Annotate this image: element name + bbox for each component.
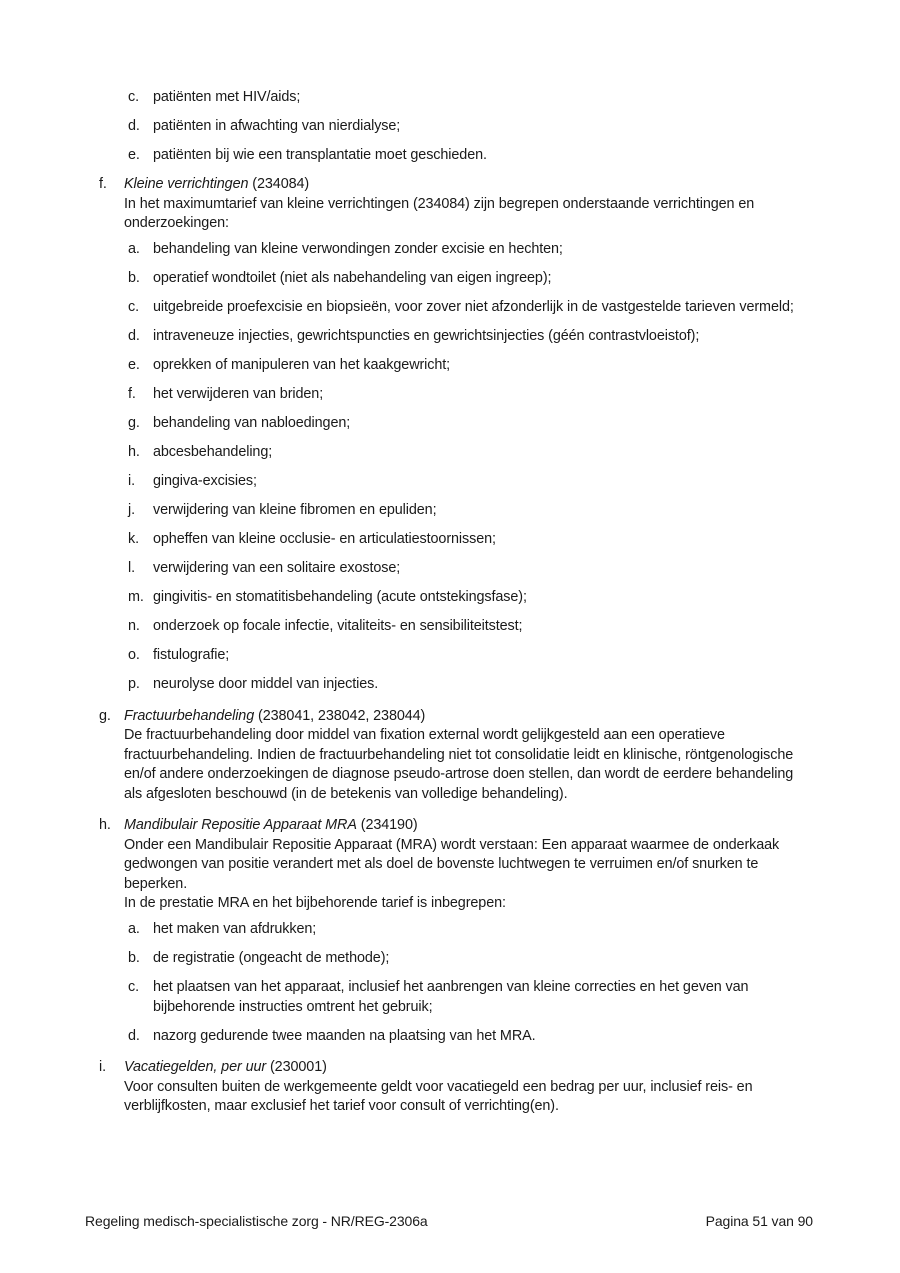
list-item-text: onderzoek op focale infectie, vitaliteits- en sensibiliteitstest; (153, 618, 523, 634)
list-item-text: gingiva-excisies; (153, 473, 257, 489)
list-item-marker: j. (128, 502, 135, 518)
list-item-marker: d. (128, 1027, 140, 1044)
section-paragraph: In de prestatie MRA en het bijbehorende tarief is inbegrepen: (124, 895, 506, 911)
list-item-marker: c. (128, 979, 139, 995)
section-marker: f. (99, 176, 107, 192)
list-item (124, 949, 815, 969)
section-paragraph: In het maximumtarief van kleine verrichtingen (234084) zijn begrepen onderstaande verrichtingen en onderzoekingen: (124, 195, 755, 231)
list-item-marker: k. (128, 531, 139, 547)
section-tariff-code: (230001) (269, 1059, 327, 1075)
list-item-marker: e. (128, 147, 140, 163)
list-item-text: verwijdering van een solitaire exostose; (153, 560, 401, 576)
sections (0, 175, 900, 1117)
list-item-text: uitgebreide proefexcisie en biopsieën, voor zover niet afzonderlijk in de vastgestelde tarieven vermeld; (153, 299, 794, 315)
list-item-text: patiënten met HIV/aids; (153, 89, 301, 105)
list-item-marker: e. (128, 357, 140, 373)
list-item-marker: g. (128, 415, 140, 431)
list-item (124, 298, 815, 318)
list-item-marker: h. (128, 444, 140, 460)
list-item (124, 327, 815, 347)
list-item-text: het verwijderen van briden; (153, 386, 324, 402)
section-i (0, 1058, 900, 1117)
list-item-marker: i. (128, 473, 135, 489)
list-item-text: behandeling van nabloedingen; (153, 415, 351, 431)
list-item-text: neurolyse door middel van injecties. (153, 676, 379, 692)
list-item (124, 559, 815, 579)
section-title: Fractuurbehandeling (124, 707, 255, 724)
section-marker: i. (99, 1059, 106, 1075)
list-item-text: verwijdering van kleine fibromen en epuliden; (153, 502, 437, 518)
list-item-marker: f. (128, 386, 136, 402)
list-item (124, 356, 815, 376)
list-item-marker: o. (128, 647, 140, 663)
list-item (124, 617, 815, 637)
section-tariff-code: (234190) (360, 817, 418, 833)
footer-page-number: Pagina 51 van 90 (705, 1213, 813, 1229)
list-item-marker: c. (128, 89, 139, 105)
section-sub-list (124, 920, 815, 1046)
section-tariff-code: (238041, 238042, 238044) (258, 707, 426, 724)
list-item-marker: d. (128, 118, 140, 134)
list-item (128, 117, 815, 137)
page-content (0, 88, 900, 1117)
list-item-text: patiënten bij wie een transplantatie moet geschieden. (153, 147, 487, 163)
list-item-marker: b. (128, 270, 140, 286)
list-item (124, 501, 815, 521)
section-f (0, 175, 900, 695)
list-item-marker: p. (128, 676, 140, 692)
section-paragraph: Voor consulten buiten de werkgemeente geldt voor vacatiegeld een bedrag per uur, inclusief reis- en verblijfkosten, maar exclusief het tarief voor consult of verrichting(en). (124, 1078, 753, 1114)
list-item-text: nazorg gedurende twee maanden na plaatsing van het MRA. (153, 1027, 536, 1044)
list-item-text: patiënten in afwachting van nierdialyse; (153, 118, 401, 134)
list-item (124, 530, 815, 550)
list-item (124, 978, 815, 1017)
list-item-text: intraveneuze injecties, gewrichtspuncties en gewrichtsinjecties (géén contrastvloeistof); (153, 328, 700, 344)
section-h (0, 816, 900, 1046)
section-heading (124, 816, 815, 836)
section-paragraph: Onder een Mandibulair Repositie Apparaat (MRA) wordt verstaan: Een apparaat waarmee de onderkaak gedwongen van positie verandert met als doel de bovenste luchtwegen te verruimen en/of snurken te beperken. (124, 836, 780, 892)
list-item-text: abcesbehandeling; (153, 444, 273, 460)
list-item-text: behandeling van kleine verwondingen zonder excisie en hechten; (153, 241, 563, 257)
section-title: Vacatiegelden, per uur (124, 1059, 267, 1075)
list-item (124, 1027, 815, 1047)
section-heading (124, 1058, 815, 1078)
section-paragraph: De fractuurbehandeling door middel van fixation external wordt gelijkgesteld aan een operatieve fractuurbehandeling. Indien de fractuurbehandeling niet tot consolidatie leidt en klinische, röntgenologische en/of andere onderzoekingen de diagnose pseudo-artrose doen stellen, dan wordt de eerdere behandeling als afgesloten beschouwd (in de betekenis van volledige behandeling). (124, 727, 794, 802)
section-tariff-code: (234084) (252, 176, 310, 192)
section-sub-list (124, 240, 815, 695)
list-item (124, 588, 815, 608)
list-item-marker: c. (128, 299, 139, 315)
section-title: Mandibulair Repositie Apparaat MRA (124, 817, 357, 833)
list-item (124, 240, 815, 260)
section-heading (124, 707, 815, 727)
list-item (124, 675, 815, 695)
section-marker: g. (99, 707, 111, 724)
list-item (124, 472, 815, 492)
list-item-text: de registratie (ongeacht de methode); (153, 950, 390, 966)
list-item (124, 443, 815, 463)
list-item (128, 88, 815, 108)
page-footer (85, 1213, 813, 1230)
list-item-text: operatief wondtoilet (niet als nabehandeling van eigen ingreep); (153, 270, 552, 286)
list-item (128, 146, 815, 166)
list-item (124, 646, 815, 666)
list-item-text: gingivitis- en stomatitisbehandeling (acute ontstekingsfase); (153, 589, 527, 605)
list-item-marker: d. (128, 328, 140, 344)
list-item-marker: b. (128, 950, 140, 966)
list-item (124, 269, 815, 289)
list-item (124, 385, 815, 405)
list-item-text: het plaatsen van het apparaat, inclusief het aanbrengen van kleine correcties en het geven van bijbehorende instructies omtrent het gebruik; (153, 979, 749, 1015)
list-item-text: opheffen van kleine occlusie- en articulatiestoornissen; (153, 531, 496, 547)
list-item (124, 920, 815, 940)
list-item-text: oprekken of manipuleren van het kaakgewricht; (153, 357, 451, 373)
section-marker: h. (99, 817, 111, 833)
list-item-marker: a. (128, 921, 140, 937)
section-heading (124, 175, 815, 195)
list-item-marker: n. (128, 618, 140, 634)
footer-document-reference: Regeling medisch-specialistische zorg - NR/REG-2306a (85, 1213, 428, 1229)
list-item-marker: m. (128, 589, 144, 605)
intro-list (0, 88, 900, 166)
section-g (0, 707, 900, 805)
list-item (124, 414, 815, 434)
section-title: Kleine verrichtingen (124, 176, 249, 192)
list-item-text: fistulografie; (153, 647, 230, 663)
list-item-marker: l. (128, 560, 135, 576)
list-item-marker: a. (128, 241, 140, 257)
list-item-text: het maken van afdrukken; (153, 921, 317, 937)
